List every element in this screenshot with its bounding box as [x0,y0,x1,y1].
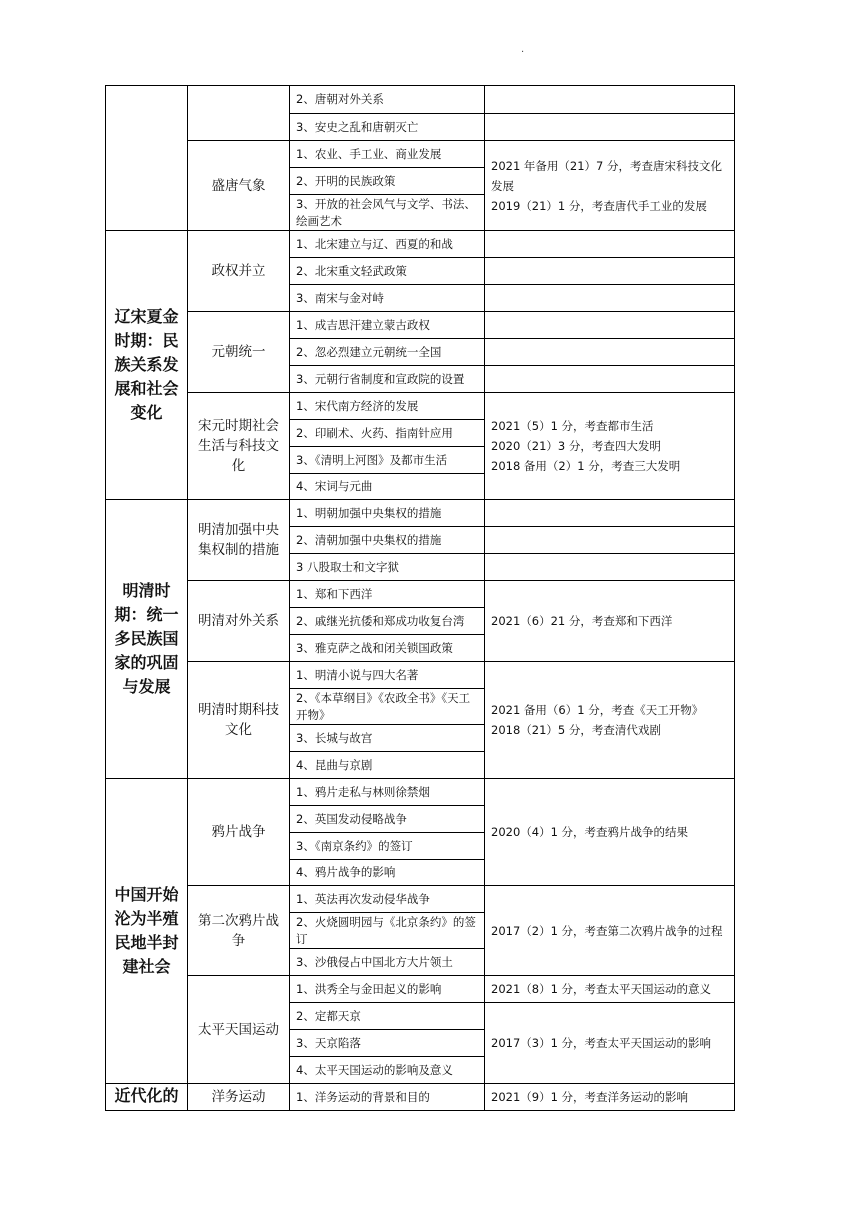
topic-cell: 鸦片战争 [188,779,290,886]
table-row [106,231,735,258]
exam-note-cell [485,976,735,1003]
exam-note-line: 2021（5）1 分，考查都市生活 [491,419,654,433]
table-row [106,86,735,114]
exam-note-cell [485,886,735,976]
exam-note-cell [485,581,735,662]
item-cell: 2、清朝加强中央集权的措施 [290,527,485,554]
era-cell [106,86,188,231]
exam-note-line: 2019（21）1 分，考查唐代手工业的发展 [491,198,707,213]
exam-note-cell [485,1003,735,1084]
exam-note-cell [485,366,735,393]
table-row [106,312,735,339]
topic-cell: 政权并立 [188,231,290,312]
header-mark: . [521,44,525,55]
curriculum-table [105,85,735,1111]
exam-note-line: 2021（9）1 分，考查洋务运动的影响 [491,1090,689,1104]
item-cell: 3、元朝行省制度和宣政院的设置 [290,366,485,393]
exam-note-cell [485,114,735,141]
item-cell: 1、北宋建立与辽、西夏的和战 [290,231,485,258]
item-cell: 3、《南京条约》的签订 [290,833,485,860]
exam-note-cell [485,312,735,339]
topic-cell: 第二次鸦片战争 [188,886,290,976]
table-row [106,581,735,608]
item-cell: 1、英法再次发动侵华战争 [290,886,485,913]
item-cell: 2、忽必烈建立元朝统一全国 [290,339,485,366]
exam-note-cell [485,662,735,779]
item-cell: 4、昆曲与京剧 [290,752,485,779]
topic-cell: 宋元时期社会生活与科技文化 [188,393,290,500]
exam-note-cell [485,393,735,500]
topic-cell: 太平天国运动 [188,976,290,1084]
topic-cell: 明清对外关系 [188,581,290,662]
exam-note-cell [485,527,735,554]
item-cell: 3、南宋与金对峙 [290,285,485,312]
exam-note-cell [485,779,735,886]
table-row [106,141,735,168]
exam-note-line: 2020（21）3 分，考查四大发明 [491,439,661,453]
exam-note-cell [485,141,735,231]
era-cell: 近代化的 [106,1084,188,1111]
exam-note-cell [485,339,735,366]
item-cell: 2、火烧圆明园与《北京条约》的签订 [290,913,485,949]
exam-note-line: 2020（4）1 分，考查鸦片战争的结果 [491,825,689,839]
exam-note-cell [485,1084,735,1111]
item-cell: 3、开放的社会风气与文学、书法、绘画艺术 [290,195,485,231]
item-cell: 1、明朝加强中央集权的措施 [290,500,485,527]
item-cell: 3、雅克萨之战和闭关锁国政策 [290,635,485,662]
item-cell: 1、洋务运动的背景和目的 [290,1084,485,1111]
topic-cell: 洋务运动 [188,1084,290,1111]
item-cell: 3、《清明上河图》及都市生活 [290,447,485,474]
exam-note-line: 2021（6）21 分，考查郑和下西洋 [491,614,673,628]
table-row [106,662,735,689]
exam-note-line: 2018 备用（2）1 分，考查三大发明 [491,459,681,473]
topic-cell: 明清加强中央集权制的措施 [188,500,290,581]
table-row [106,779,735,806]
item-cell: 2、开明的民族政策 [290,168,485,195]
item-cell: 1、洪秀全与金田起义的影响 [290,976,485,1003]
item-cell: 2、英国发动侵略战争 [290,806,485,833]
item-cell: 2、印刷术、火药、指南针应用 [290,420,485,447]
item-cell: 1、宋代南方经济的发展 [290,393,485,420]
table-row [106,393,735,420]
item-cell: 4、太平天国运动的影响及意义 [290,1057,485,1084]
item-cell: 3、天京陷落 [290,1030,485,1057]
table-row [106,976,735,1003]
exam-note-cell [485,258,735,285]
exam-note-line: 2021 备用（6）1 分，考查《天工开物》 [491,703,704,717]
item-cell: 2、戚继光抗倭和郑成功收复台湾 [290,608,485,635]
item-cell: 1、郑和下西洋 [290,581,485,608]
exam-note-cell [485,554,735,581]
item-cell: 1、成吉思汗建立蒙古政权 [290,312,485,339]
table-row [106,886,735,913]
item-cell: 1、农业、手工业、商业发展 [290,141,485,168]
table-row [106,1084,735,1111]
topic-cell: 盛唐气象 [188,141,290,231]
item-cell: 3、沙俄侵占中国北方大片领土 [290,949,485,976]
item-cell: 2、北宋重文轻武政策 [290,258,485,285]
exam-note-cell [485,285,735,312]
item-cell: 3 八股取士和文字狱 [290,554,485,581]
exam-note-cell [485,231,735,258]
exam-note-cell [485,86,735,114]
topic-cell: 元朝统一 [188,312,290,393]
exam-note-cell [485,500,735,527]
exam-note-line: 2021 年备用（21）7 分，考查唐宋科技文化发展 [491,158,723,193]
item-cell: 2、定都天京 [290,1003,485,1030]
item-cell: 1、鸦片走私与林则徐禁烟 [290,779,485,806]
exam-note-line: 2021（8）1 分，考查太平天国运动的意义 [491,982,712,996]
exam-note-line: 2018（21）5 分，考查清代戏剧 [491,723,661,737]
topic-cell: 明清时期科技文化 [188,662,290,779]
exam-note-line: 2017（2）1 分，考查第二次鸦片战争的过程 [491,923,723,938]
topic-cell [188,86,290,141]
item-cell: 4、鸦片战争的影响 [290,860,485,886]
exam-note-line: 2017（3）1 分，考查太平天国运动的影响 [491,1036,712,1050]
item-cell: 3、安史之乱和唐朝灭亡 [290,114,485,141]
item-cell: 4、宋词与元曲 [290,474,485,500]
table-body [106,86,735,1111]
item-cell: 2、《本草纲目》《农政全书》《天工开物》 [290,689,485,725]
era-cell: 辽宋夏金时期：民族关系发展和社会变化 [106,231,188,500]
item-cell: 3、长城与故宫 [290,725,485,752]
era-cell: 中国开始沦为半殖民地半封建社会 [106,779,188,1084]
item-cell: 2、唐朝对外关系 [290,86,485,114]
table-row [106,500,735,527]
item-cell: 1、明清小说与四大名著 [290,662,485,689]
era-cell: 明清时期：统一多民族国家的巩固与发展 [106,500,188,779]
